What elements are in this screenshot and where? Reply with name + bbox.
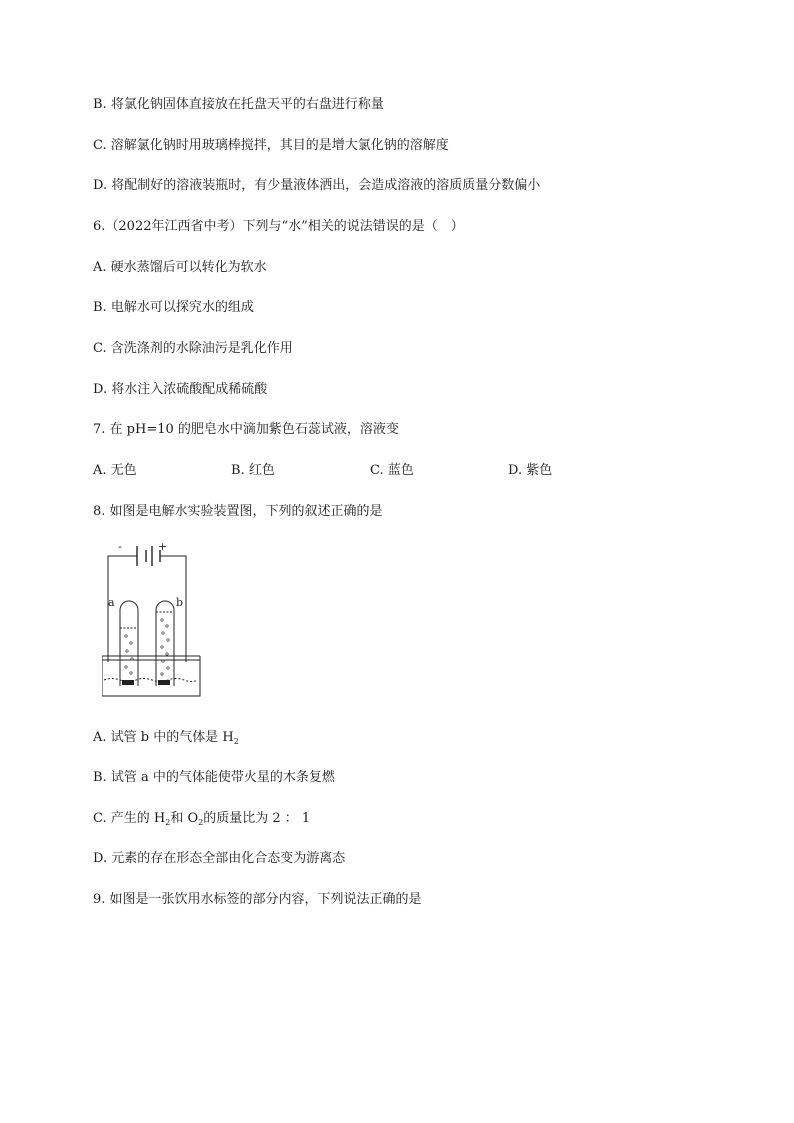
- text-line: C. 溶解氯化钠时用玻璃棒搅拌，其目的是增大氯化钠的溶解度: [93, 138, 449, 153]
- text-line: D. 将配制好的溶液装瓶时，有少量液体洒出，会造成溶液的溶质质量分数偏小: [93, 178, 541, 193]
- q6-option-d: D. 将水注入浓硫酸配成稀硫酸: [93, 382, 268, 397]
- q7-option-d: D. 紫色: [508, 463, 553, 478]
- question-7: 7. 在 pH=10 的肥皂水中滴加紫色石蕊试液，溶液变: [93, 422, 399, 437]
- question-6: 6.（2022年江西省中考）下列与“水”相关的说法错误的是（ ）: [93, 219, 464, 234]
- text-line: B. 将氯化钠固体直接放在托盘天平的右盘进行称量: [93, 97, 384, 112]
- q6-option-c: C. 含洗涤剂的水除油污是乳化作用: [93, 341, 293, 356]
- q8-option-c: C. 产生的 $H_2$和 $O_2$的质量比为 2 ： 1: [93, 811, 311, 827]
- q6-option-b: B. 电解水可以探究水的组成: [93, 300, 254, 315]
- q7-option-c: C. 蓝色: [370, 463, 414, 478]
- question-9: 9. 如图是一张饮用水标签的部分内容，下列说法正确的是: [93, 892, 422, 907]
- q6-option-a: A. 硬水蒸馏后可以转化为软水: [93, 260, 267, 275]
- q7-option-a: A. 无色: [93, 463, 137, 478]
- question-8: 8. 如图是电解水实验装置图，下列的叙述正确的是: [93, 504, 383, 519]
- q8-option-a: A. 试管 b 中的气体是 $H_2$: [93, 730, 239, 746]
- tube-b-label: b: [176, 596, 184, 609]
- minus-label: -: [118, 540, 122, 553]
- q7-option-b: B. 红色: [231, 463, 275, 478]
- tube-a-label: a: [108, 596, 115, 609]
- q8-option-d: D. 元素的存在形态全部由化合态变为游离态: [93, 851, 346, 866]
- plus-label: +: [158, 540, 168, 553]
- q8-option-b: B. 试管 a 中的气体能使带火星的木条复燃: [93, 770, 335, 785]
- electrolysis-apparatus-figure: [102, 540, 202, 700]
